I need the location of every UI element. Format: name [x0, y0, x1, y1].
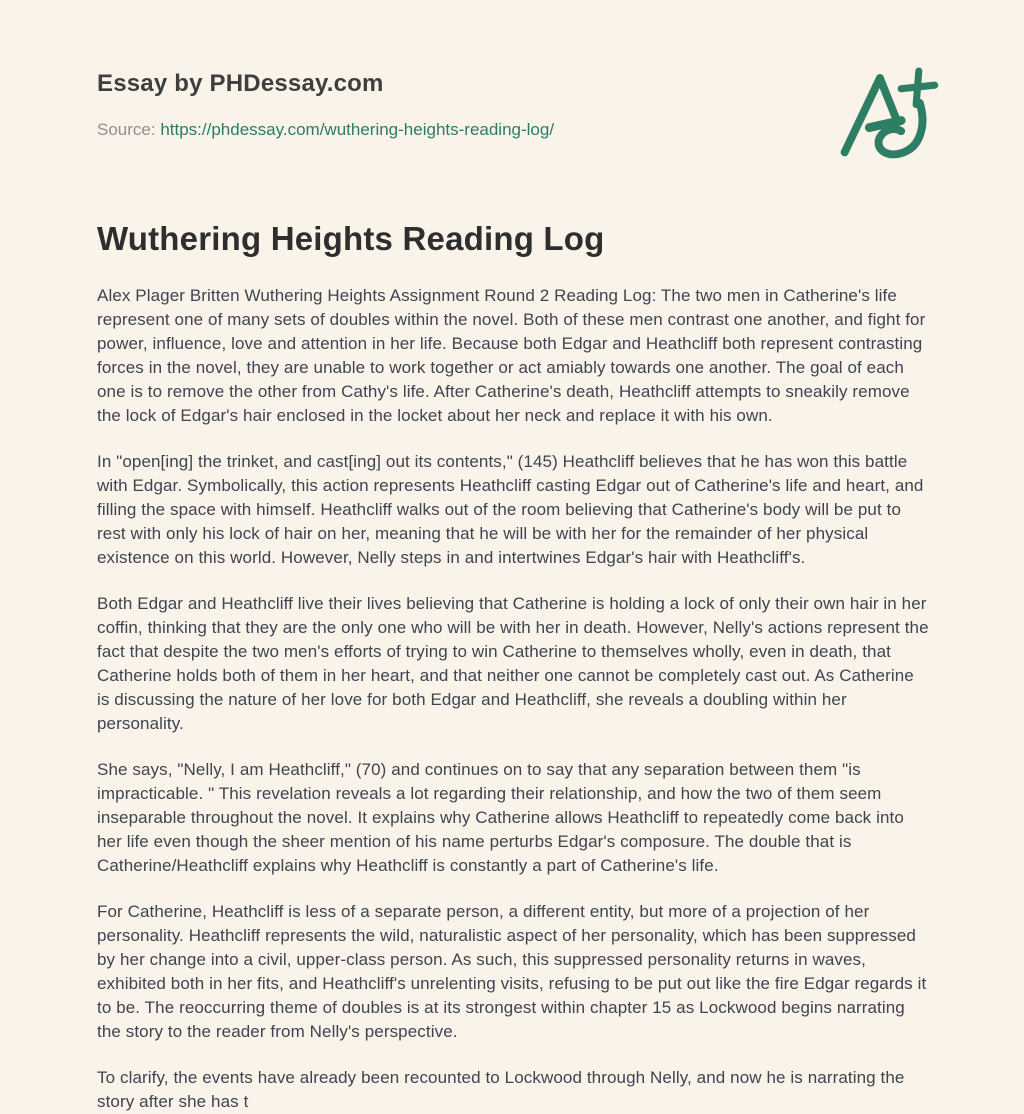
essay-paragraph: To clarify, the events have already been recounted to Lockwood through Nelly, and now he is narrating the story after she has t [97, 1068, 905, 1111]
essay-paragraph: She says, "Nelly, I am Heathcliff," (70) and continues on to say that any separation between them "is impracticable. " This revelation reveals a lot regarding their relationship, and how the two of them seem inseparable throughout the novel. It explains why Catherine allows Heathcliff to repeatedly come back into her life even though the sheer mention of his name perturbs Edgar's composure. The double that is Catherine/Heathcliff explains why Heathcliff is constantly a part of Catherine's life. [97, 760, 904, 875]
page-header [97, 70, 930, 140]
essay-paragraph: Both Edgar and Heathcliff live their lives believing that Catherine is holding a lock of only their own hair in her coffin, thinking that they are the only one who will be with her in death. However, Nelly's actions represent the fact that despite the two men's efforts of trying to win Catherine to themselves wholly, even in death, that Catherine holds both of them in her heart, and that neither one cannot be completely cast out. As Catherine is discussing the nature of her love for both Edgar and Heathcliff, she reveals a doubling within her personality. [97, 594, 929, 733]
source-label: Source: [97, 120, 156, 139]
essay-body [97, 284, 931, 1114]
essay-title: Wuthering Heights Reading Log [97, 220, 605, 257]
essay-paragraph: In "open[ing] the trinket, and cast[ing] out its contents," (145) Heathcliff believes that he has won this battle with Edgar. Symbolically, this action represents Heathcliff casting Edgar out of Catherine's life and heart, and filling the space with himself. Heathcliff walks out of the room believing that Catherine's body will be put to rest with only his lock of hair on her, meaning that he will be with her for the remainder of her physical existence on this world. However, Nelly steps in and intertwines Edgar's hair with Heathcliff's. [97, 452, 924, 567]
source-url-link[interactable]: https://phdessay.com/wuthering-heights-reading-log/ [160, 120, 555, 139]
essay-paragraph: Alex Plager Britten Wuthering Heights Assignment Round 2 Reading Log: The two men in Catherine's life represent one of many sets of doubles within the novel. Both of these men contrast one another, and fight for power, influence, love and attention in her life. Because both Edgar and Heathcliff both represent contrasting forces in the novel, they are unable to work together or act amiably towards one another. The goal of each one is to remove the other from Cathy's life. After Catherine's death, Heathcliff attempts to sneakily remove the lock of Edgar's hair enclosed in the locket about her neck and replace it with his own. [97, 286, 926, 425]
essay-paragraph: For Catherine, Heathcliff is less of a separate person, a different entity, but more of a projection of her personality. Heathcliff represents the wild, naturalistic aspect of her personality, which has been suppressed by her change into a civil, upper-class person. As such, this suppressed personality returns in waves, exhibited both in her fits, and Heathcliff's unrelenting visits, refusing to be put out like the fire Edgar regards it to be. The reoccurring theme of doubles is at its strongest within chapter 15 as Lockwood begins narrating the story to the reader from Nelly's perspective. [97, 902, 927, 1041]
page-title: Essay by PHDessay.com [97, 70, 384, 97]
source-line [97, 120, 930, 140]
phdessay-a-plus-logo-icon [834, 64, 940, 170]
